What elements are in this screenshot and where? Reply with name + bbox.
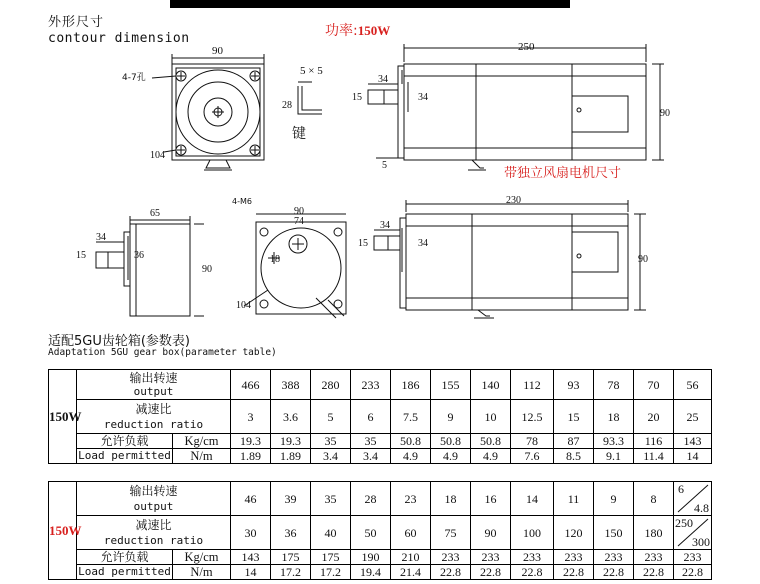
gearbox-table-2	[48, 481, 712, 580]
t2-ratio-en: reduction ratio	[103, 533, 204, 547]
t1-kgcm-cell: 87	[554, 434, 594, 449]
gear-side-length-label: 65	[150, 208, 160, 219]
t2-nm-cell: 21.4	[391, 565, 431, 580]
t1-nm-cell: 4.9	[431, 449, 471, 464]
t1-ratio-cell: 7.5	[391, 400, 431, 434]
gearbox-front-view	[244, 214, 346, 318]
t2-output-cell: 35	[311, 482, 351, 516]
t2-ratio-split-bottom: 300	[692, 535, 711, 549]
front-pcd-label: 104	[150, 150, 165, 161]
t1-nm-cell: 7.6	[511, 449, 554, 464]
title-zh: 外形尺寸	[48, 15, 105, 30]
t1-unit-kgcm: Kg/cm	[173, 434, 231, 449]
gearbox-table-1	[48, 369, 712, 464]
t2-nm-cell: 22.8	[674, 565, 712, 580]
t1-load-en: Load permitted	[78, 449, 171, 462]
t1-kgcm-cell: 50.8	[471, 434, 511, 449]
t2-kgcm-cell: 143	[231, 550, 271, 565]
t2-ratio-zh: 减速比	[135, 517, 172, 532]
t2-output-header	[77, 482, 231, 516]
t2-load-en: Load permitted	[78, 565, 171, 578]
t1-output-cell: 78	[594, 370, 634, 400]
t1-output-cell: 93	[554, 370, 594, 400]
t1-ratio-cell: 20	[634, 400, 674, 434]
t2-output-cell: 16	[471, 482, 511, 516]
t2-nm-cell: 14	[231, 565, 271, 580]
side-bottom-height-label: 90	[638, 254, 648, 265]
t1-ratio-header	[77, 400, 231, 434]
t2-kgcm-cell: 210	[391, 550, 431, 565]
gear-side-height-label: 90	[202, 264, 212, 275]
t1-kgcm-cell: 35	[311, 434, 351, 449]
t1-ratio-cell: 18	[594, 400, 634, 434]
t2-ratio-cell: 100	[511, 516, 554, 550]
t2-ratio-cell: 180	[634, 516, 674, 550]
t2-ratio-header	[77, 516, 231, 550]
t2-output-split-bottom: 4.8	[694, 501, 710, 515]
t1-ratio-cell: 25	[674, 400, 712, 434]
t1-ratio-cell: 10	[471, 400, 511, 434]
side-top-shaft-dia-label: 15	[352, 92, 362, 103]
t2-ratio-cell: 120	[554, 516, 594, 550]
t2-output-cell: 46	[231, 482, 271, 516]
t1-kgcm-cell: 143	[674, 434, 712, 449]
t1-nm-cell: 1.89	[231, 449, 271, 464]
motor-front-view	[152, 54, 264, 170]
t1-output-cell: 112	[511, 370, 554, 400]
t1-nm-cell: 9.1	[594, 449, 634, 464]
t2-nm-cell: 17.2	[311, 565, 351, 580]
gear-front-holes-label: 4-M6	[232, 197, 252, 206]
side-bottom-shaft-len-label: 34	[380, 220, 390, 231]
key-label: 键	[292, 126, 306, 142]
t1-kgcm-cell: 116	[634, 434, 674, 449]
key-detail	[298, 82, 322, 114]
gear-side-shaft-len-label: 34	[96, 232, 106, 243]
t2-output-cell: 23	[391, 482, 431, 516]
t2-ratio-cell: 50	[351, 516, 391, 550]
t2-output-split-cell	[674, 482, 712, 516]
t1-ratio-cell: 6	[351, 400, 391, 434]
t2-power-label: 150W	[49, 522, 82, 538]
t2-output-en: output	[133, 499, 174, 513]
front-width-label: 90	[212, 45, 223, 57]
key-length-label: 28	[282, 100, 292, 111]
t1-output-en: output	[133, 384, 174, 398]
power-value: 150W	[357, 23, 391, 38]
t1-unit-nm: N/m	[173, 449, 231, 464]
t2-ratio-cell: 30	[231, 516, 271, 550]
fan-motor-caption: 带独立风扇电机尺寸	[504, 166, 622, 181]
t1-output-cell: 140	[471, 370, 511, 400]
t2-nm-cell: 22.8	[594, 565, 634, 580]
t2-kgcm-cell: 233	[674, 550, 712, 565]
t1-output-cell: 466	[231, 370, 271, 400]
t1-output-cell: 155	[431, 370, 471, 400]
t2-output-cell: 18	[431, 482, 471, 516]
side-top-height-label: 90	[660, 108, 670, 119]
t2-nm-cell: 22.8	[554, 565, 594, 580]
t1-output-cell: 388	[271, 370, 311, 400]
gear-side-boss-label: 36	[134, 250, 144, 261]
t1-kgcm-cell: 35	[351, 434, 391, 449]
t1-output-zh: 输出转速	[129, 370, 178, 385]
t2-kgcm-cell: 233	[431, 550, 471, 565]
side-top-flange-label: 5	[382, 160, 387, 171]
t1-ratio-cell: 5	[311, 400, 351, 434]
t1-power-label: 150W	[49, 408, 82, 424]
t2-ratio-cell: 150	[594, 516, 634, 550]
gearbox-side-view	[96, 216, 204, 316]
t1-nm-cell: 3.4	[351, 449, 391, 464]
t2-output-cell: 39	[271, 482, 311, 516]
motor-side-view-top	[368, 44, 664, 170]
t1-output-header	[77, 370, 231, 400]
side-top-boss-label: 34	[418, 92, 428, 103]
t1-output-cell: 186	[391, 370, 431, 400]
gear-front-pcd-label: 104	[236, 300, 251, 311]
t1-power-cell	[49, 370, 82, 464]
power-label: 功率:	[325, 23, 358, 39]
t2-output-cell: 28	[351, 482, 391, 516]
t2-output-cell: 11	[554, 482, 594, 516]
side-bottom-length-label: 230	[506, 195, 521, 206]
t2-nm-cell: 19.4	[351, 565, 391, 580]
t2-kgcm-cell: 233	[511, 550, 554, 565]
t2-unit-nm: N/m	[173, 565, 231, 580]
gear-front-inner-label: 74	[294, 216, 304, 227]
front-holes-label: 4-7孔	[122, 73, 146, 83]
t2-nm-cell: 22.8	[634, 565, 674, 580]
t1-nm-cell: 11.4	[634, 449, 674, 464]
t2-ratio-split-top: 250	[675, 516, 694, 530]
t2-ratio-cell: 75	[431, 516, 471, 550]
t2-nm-cell: 22.8	[511, 565, 554, 580]
t2-kgcm-cell: 190	[351, 550, 391, 565]
t1-nm-cell: 1.89	[271, 449, 311, 464]
t2-kgcm-cell: 175	[271, 550, 311, 565]
t1-ratio-cell: 12.5	[511, 400, 554, 434]
t1-load-zh: 允许负载	[77, 434, 173, 449]
side-top-shaft-len-label: 34	[378, 74, 388, 85]
t2-ratio-cell: 40	[311, 516, 351, 550]
t1-output-cell: 280	[311, 370, 351, 400]
table-caption-en: Adaptation 5GU gear box(parameter table)	[48, 347, 277, 358]
t1-nm-cell: 4.9	[391, 449, 431, 464]
t2-unit-kgcm: Kg/cm	[173, 550, 231, 565]
gear-front-width-label: 90	[294, 206, 304, 217]
t2-ratio-cell: 36	[271, 516, 311, 550]
motor-side-view-bottom	[374, 200, 646, 318]
t2-nm-cell: 22.8	[431, 565, 471, 580]
t1-output-cell: 70	[634, 370, 674, 400]
t1-ratio-zh: 减速比	[135, 401, 172, 416]
t2-kgcm-cell: 233	[634, 550, 674, 565]
t1-kgcm-cell: 50.8	[391, 434, 431, 449]
t1-kgcm-cell: 93.3	[594, 434, 634, 449]
t2-output-cell: 9	[594, 482, 634, 516]
t1-ratio-cell: 3	[231, 400, 271, 434]
t2-power-cell	[49, 482, 82, 580]
t2-ratio-split-cell	[674, 516, 712, 550]
t1-nm-cell: 4.9	[471, 449, 511, 464]
t2-output-cell: 8	[634, 482, 674, 516]
t1-kgcm-cell: 78	[511, 434, 554, 449]
t2-output-zh: 输出转速	[129, 483, 178, 498]
t1-ratio-en: reduction ratio	[103, 417, 204, 431]
side-bottom-shaft-dia-label: 15	[358, 238, 368, 249]
table-caption-zh: 适配5GU齿轮箱(参数表)	[48, 334, 191, 349]
t2-load-zh: 允许负载	[77, 550, 173, 565]
t2-kgcm-cell: 175	[311, 550, 351, 565]
t1-ratio-cell: 15	[554, 400, 594, 434]
t1-kgcm-cell: 19.3	[271, 434, 311, 449]
side-bottom-boss-label: 34	[418, 238, 428, 249]
key-size-label: 5 × 5	[300, 65, 323, 77]
t1-output-cell: 56	[674, 370, 712, 400]
gear-front-offset-label: 18	[270, 254, 280, 265]
t1-ratio-cell: 3.6	[271, 400, 311, 434]
t1-kgcm-cell: 50.8	[431, 434, 471, 449]
side-top-length-label: 250	[518, 41, 535, 53]
t2-nm-cell: 17.2	[271, 565, 311, 580]
t1-kgcm-cell: 19.3	[231, 434, 271, 449]
t1-ratio-cell: 9	[431, 400, 471, 434]
gear-side-shaft-dia-label: 15	[76, 250, 86, 261]
t2-kgcm-cell: 233	[594, 550, 634, 565]
t1-nm-cell: 14	[674, 449, 712, 464]
t1-nm-cell: 3.4	[311, 449, 351, 464]
t1-output-cell: 233	[351, 370, 391, 400]
t2-kgcm-cell: 233	[554, 550, 594, 565]
t2-output-cell: 14	[511, 482, 554, 516]
t2-output-split-top: 6	[678, 482, 685, 496]
t2-ratio-cell: 90	[471, 516, 511, 550]
t2-ratio-cell: 60	[391, 516, 431, 550]
t2-nm-cell: 22.8	[471, 565, 511, 580]
t1-nm-cell: 8.5	[554, 449, 594, 464]
title-en: contour dimension	[48, 31, 190, 46]
t2-kgcm-cell: 233	[471, 550, 511, 565]
